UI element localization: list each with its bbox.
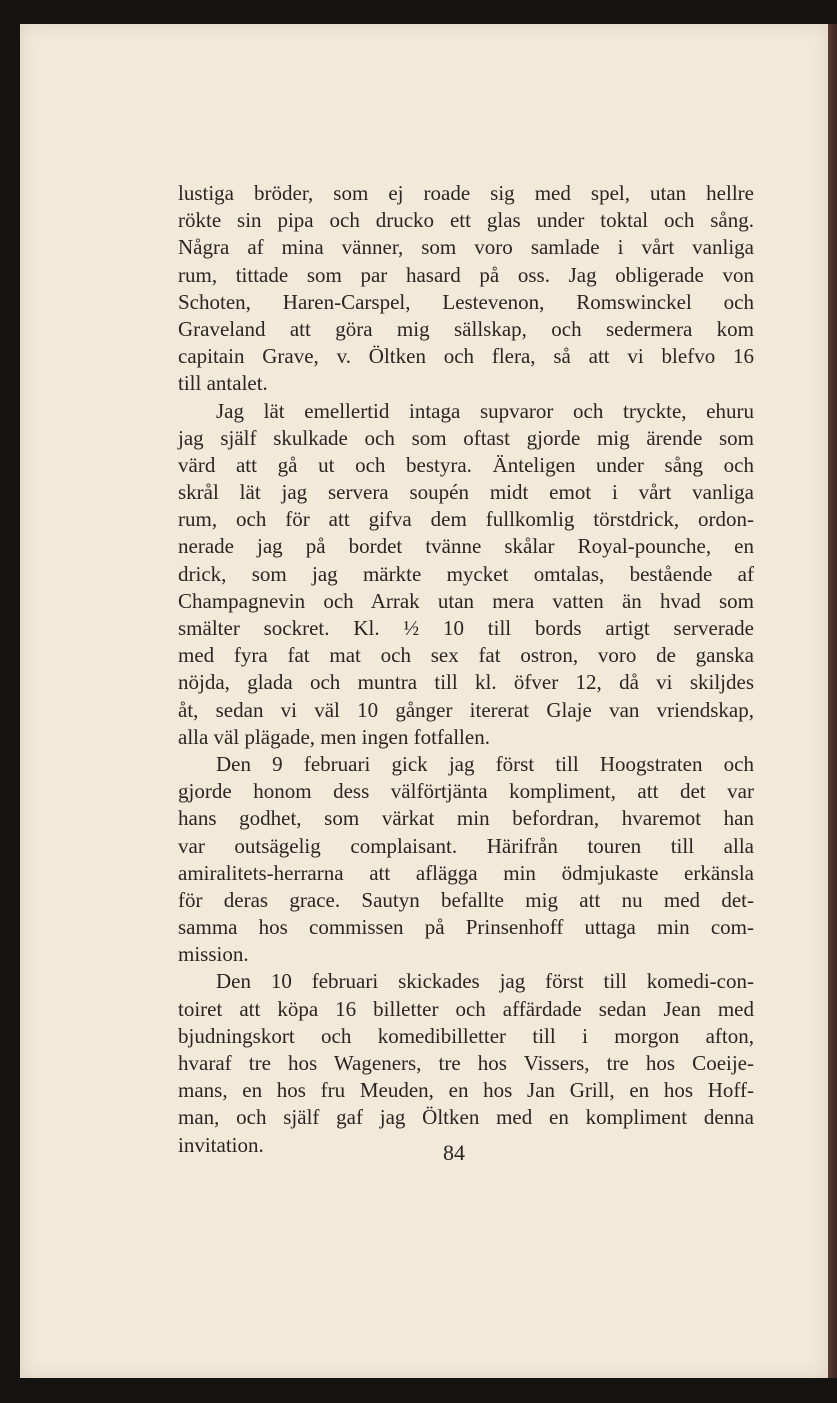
text-line: jag själf skulkade och som oftast gjorde mig ärende som	[178, 425, 754, 450]
text-line: Några af mina vänner, som voro samlade i vårt vanliga	[178, 235, 754, 260]
text-line: åt, sedan vi väl 10 gånger itererat Glaje van vriendskap,	[178, 697, 754, 722]
text-line: amiralitets-herrarna att aflägga min ödmjukaste erkänsla	[178, 860, 754, 885]
text-line: Den 10 februari skickades jag först till komedi-con-	[216, 969, 754, 994]
text-line: med fyra fat mat och sex fat ostron, voro de ganska	[178, 643, 754, 668]
text-line: gjorde honom dess välförtjänta kompliment, att det var	[178, 779, 754, 804]
text-line: nöjda, glada och muntra till kl. öfver 12, då vi skiljdes	[178, 670, 754, 695]
text-line: mans, en hos fru Meuden, en hos Jan Grill, en hos Hoff-	[178, 1078, 754, 1103]
text-line: lustiga bröder, som ej roade sig med spel, utan hellre	[178, 181, 754, 205]
text-line: rum, tittade som par hasard på oss. Jag obligerade von	[178, 262, 754, 287]
text-line: Champagnevin och Arrak utan mera vatten än hvad som	[178, 588, 754, 613]
text-line: smälter sockret. Kl. ½ 10 till bords artigt serverade	[178, 616, 754, 640]
text-line: hvaraf tre hos Wageners, tre hos Vissers, tre hos Coeije-	[178, 1051, 754, 1075]
text-line: för deras grace. Sautyn befallte mig att nu med det-	[178, 887, 754, 912]
text-line: man, och själf gaf jag Öltken med en kompliment denna	[178, 1105, 754, 1130]
text-line: mission.	[178, 942, 249, 967]
text-line: rökte sin pipa och drucko ett glas under toktal och sång.	[178, 208, 754, 233]
text-line: capitain Grave, v. Öltken och flera, så att vi blefvo 16	[178, 344, 754, 369]
text-line: Schoten, Haren-Carspel, Lestevenon, Romswinckel och	[178, 289, 754, 314]
text-line: nerade jag på bordet tvänne skålar Royal-pounche, en	[178, 534, 754, 559]
text-line: skrål lät jag servera soupén midt emot i vårt vanliga	[178, 480, 754, 505]
text-line: rum, och för att gifva dem fullkomlig törstdrick, ordon-	[178, 507, 754, 532]
body-text	[178, 180, 754, 1159]
text-line: Jag lät emellertid intaga supvaror och tryckte, ehuru	[216, 398, 754, 423]
text-line: hans godhet, som värkat min befordran, hvaremot han	[178, 806, 754, 831]
text-line: värd att gå ut och bestyra. Änteligen under sång och	[178, 452, 754, 477]
text-line: Den 9 februari gick jag först till Hoogstraten och	[216, 751, 754, 776]
text-line: var outsägelig complaisant. Härifrån touren till alla	[178, 833, 754, 858]
text-line: till antalet.	[178, 371, 268, 396]
text-line: samma hos commissen på Prinsenhoff uttaga min com-	[178, 915, 754, 940]
page-number	[20, 1140, 828, 1166]
book-edge	[828, 24, 837, 1378]
page-number-text: 84	[443, 1140, 465, 1165]
book-page	[20, 24, 828, 1378]
text-line: Graveland att göra mig sällskap, och sedermera kom	[178, 316, 754, 341]
text-line: toiret att köpa 16 billetter och affärdade sedan Jean med	[178, 996, 754, 1021]
text-line: drick, som jag märkte mycket omtalas, bestående af	[178, 561, 754, 586]
text-line: bjudningskort och komedibilletter till i morgon afton,	[178, 1023, 754, 1048]
text-line: invitation.	[178, 1132, 264, 1157]
text-line: alla väl plägade, men ingen fotfallen.	[178, 724, 490, 749]
